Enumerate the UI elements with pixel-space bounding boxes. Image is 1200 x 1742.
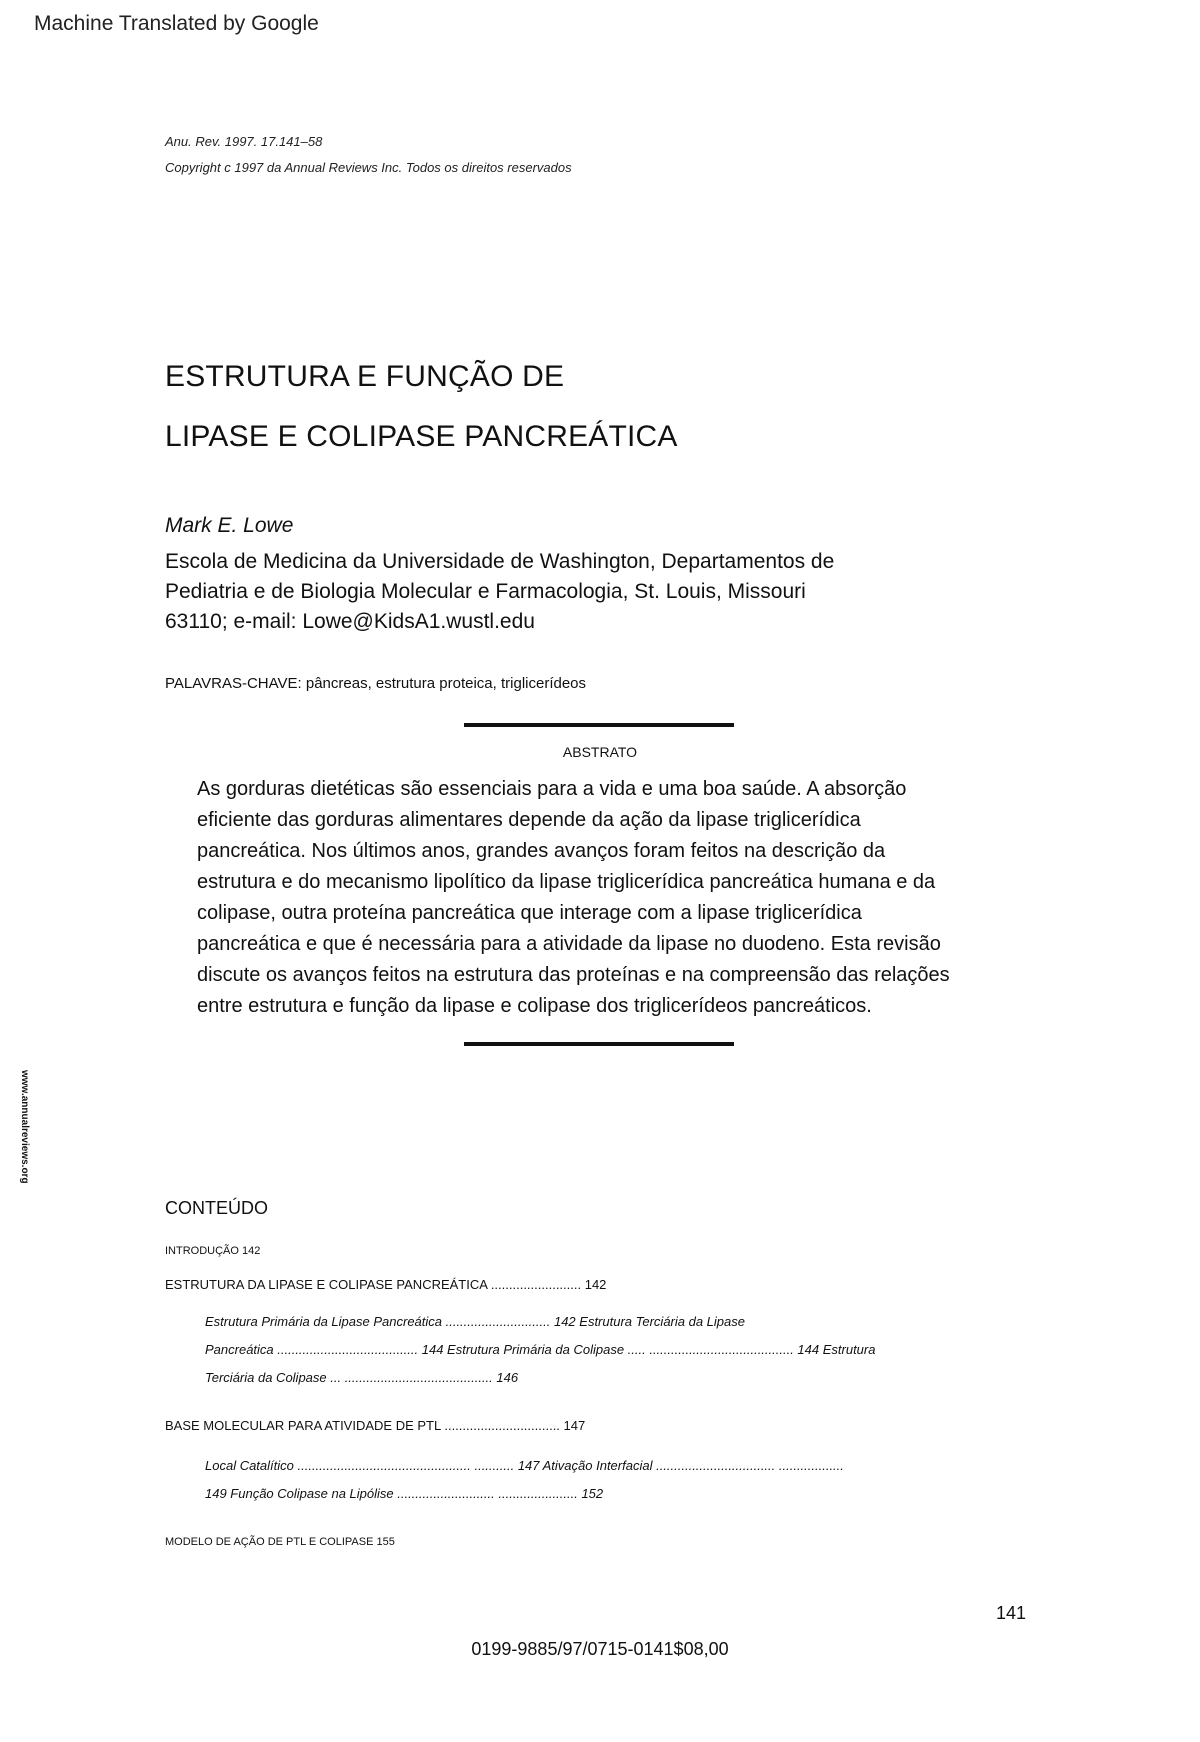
abstract-top-rule — [464, 723, 734, 727]
toc-entry: Terciária da Colipase ... ......................................... 146 — [205, 1370, 519, 1385]
abstract-line: colipase, outra proteína pancreática que interage com a lipase triglicerídica — [197, 902, 862, 924]
abstract-line: As gorduras dietéticas são essenciais para a vida e uma boa saúde. A absorção — [197, 778, 907, 800]
toc-entry: 149 Função Colipase na Lipólise ........................... ...................... 152 — [205, 1486, 604, 1501]
abstract-body — [197, 774, 1037, 1022]
abstract-line: entre estrutura e função da lipase e colipase dos triglicerídeos pancreáticos. — [197, 995, 872, 1017]
footer-code: 0199-9885/97/0715-0141$08,00 — [471, 1639, 729, 1659]
machine-translated-notice: Machine Translated by Google — [34, 12, 319, 35]
abstract-bottom-rule — [464, 1042, 734, 1046]
toc-entry: Estrutura Primária da Lipase Pancreática ............................. 142 Estrutura Terciária da Lipase — [205, 1314, 745, 1329]
author-name: Mark E. Lowe — [165, 514, 294, 537]
side-watermark-text: www.annualreviews.org — [19, 1070, 30, 1184]
abstract-line: estrutura e do mecanismo lipolítico da lipase triglicerídica pancreática humana e da — [197, 871, 936, 893]
title-line-1: ESTRUTURA E FUNÇÃO DE — [165, 360, 565, 393]
copyright-line: Copyright c 1997 da Annual Reviews Inc. Todos os direitos reservados — [165, 160, 572, 175]
abstract-heading: ABSTRATO — [562, 744, 638, 760]
contents-heading: CONTEÚDO — [165, 1198, 268, 1218]
abstract-line: discute os avanços feitos na estrutura das proteínas e na compreensão das relações — [197, 964, 950, 986]
toc-entry: BASE MOLECULAR PARA ATIVIDADE DE PTL ................................ 147 — [165, 1418, 586, 1433]
affiliation-line: Pediatria e de Biologia Molecular e Farmacologia, St. Louis, Missouri — [165, 580, 806, 603]
keywords: PALAVRAS-CHAVE: pâncreas, estrutura proteica, triglicerídeos — [165, 675, 587, 692]
affiliation — [165, 547, 945, 637]
title-line-2: LIPASE E COLIPASE PANCREÁTICA — [165, 420, 678, 453]
toc-entry: Local Catalítico ................................................ ........... 147 Ativação Interfacial ................................. .................. — [205, 1458, 844, 1473]
toc-entry: ESTRUTURA DA LIPASE E COLIPASE PANCREÁTICA ......................... 142 — [165, 1277, 607, 1292]
journal-citation: Anu. Rev. 1997. 17.141–58 — [165, 134, 323, 149]
abstract-line: eficiente das gorduras alimentares depende da ação da lipase triglicerídica — [197, 809, 861, 831]
toc-entry: INTRODUÇÃO 142 — [165, 1245, 261, 1257]
affiliation-line: Escola de Medicina da Universidade de Washington, Departamentos de — [165, 550, 835, 573]
affiliation-line: 63110; e-mail: Lowe@KidsA1.wustl.edu — [165, 610, 535, 633]
abstract-line: pancreática e que é necessária para a atividade da lipase no duodeno. Esta revisão — [197, 933, 941, 955]
abstract-line: pancreática. Nos últimos anos, grandes avanços foram feitos na descrição da — [197, 840, 886, 862]
toc-entry: Pancreática ....................................... 144 Estrutura Primária da Colipase ..... ........................................ 144 Estrutura — [205, 1342, 876, 1357]
page-number: 141 — [996, 1603, 1027, 1623]
toc-entry: MODELO DE AÇÃO DE PTL E COLIPASE 155 — [165, 1536, 395, 1548]
